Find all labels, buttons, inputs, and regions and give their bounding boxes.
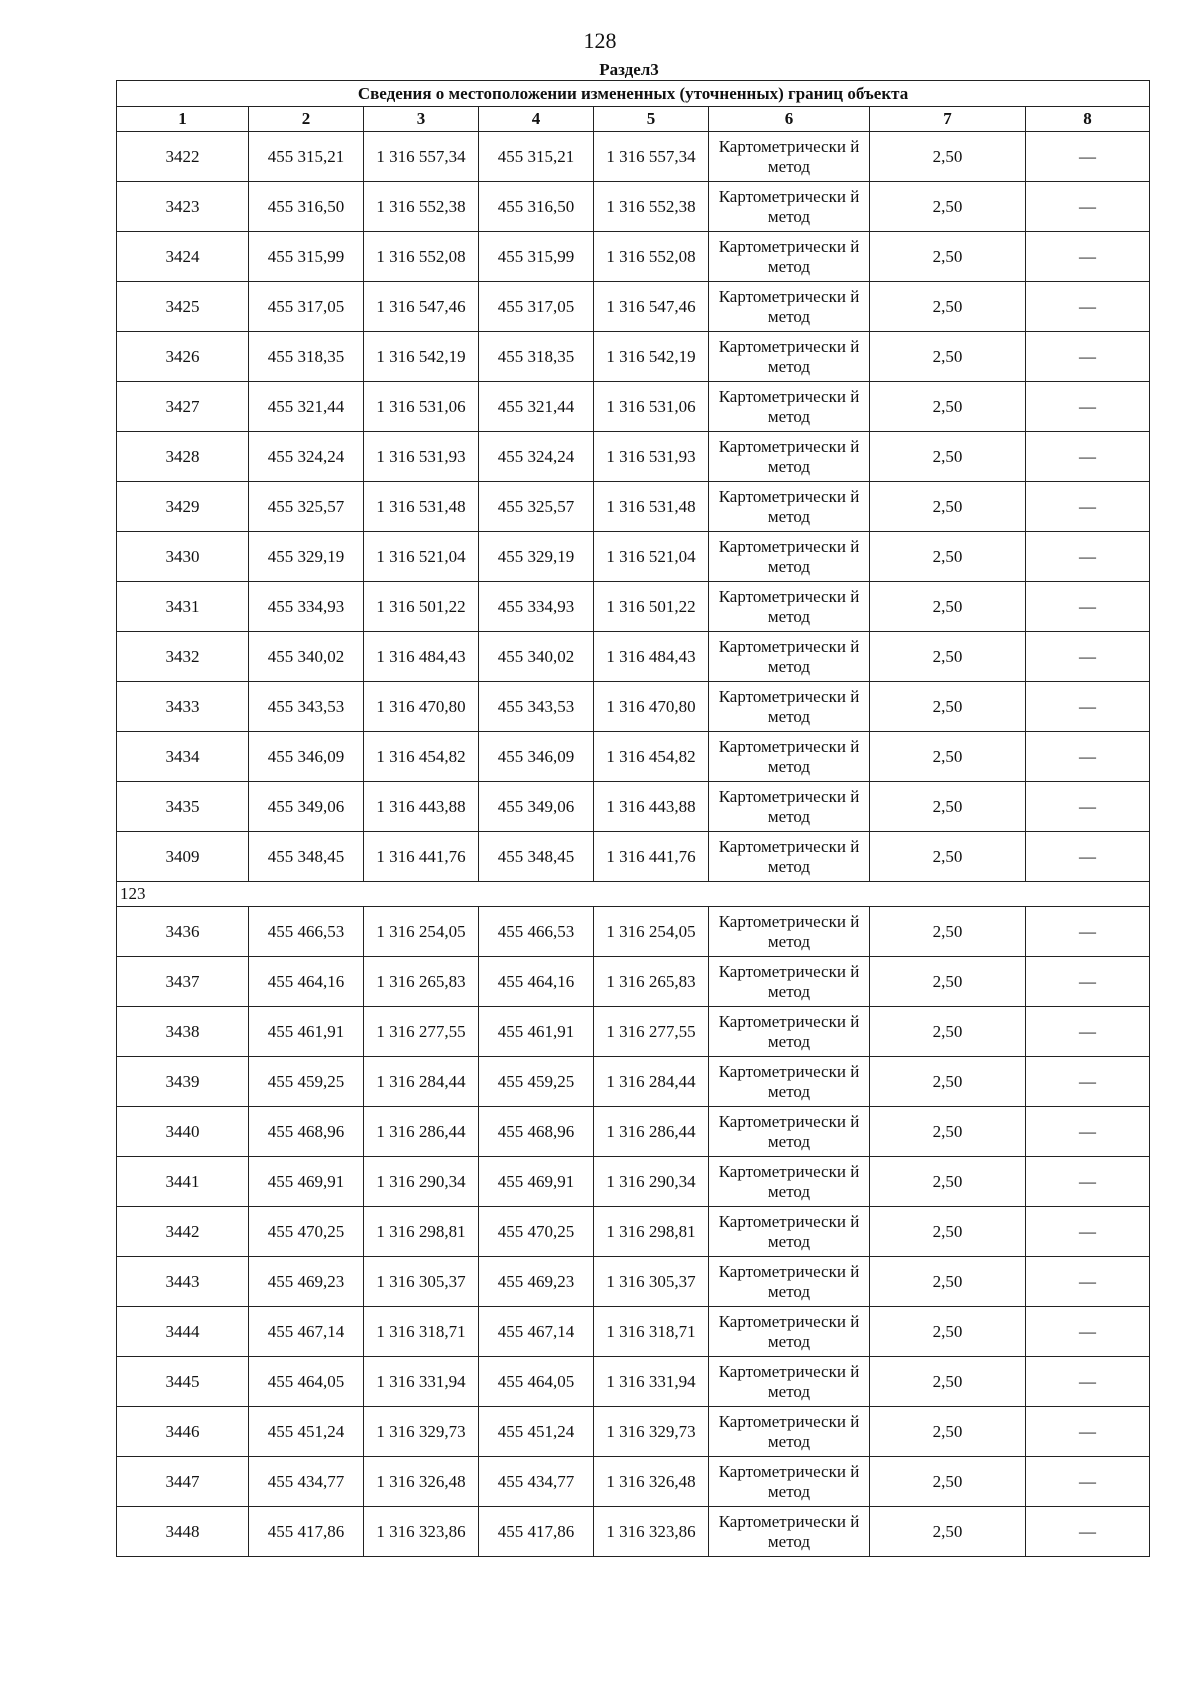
y-refined-cell: 1 316 531,48 xyxy=(594,482,709,532)
accuracy-cell: 2,50 xyxy=(870,432,1026,482)
note-cell: — xyxy=(1026,782,1150,832)
note-cell: — xyxy=(1026,132,1150,182)
y-refined-cell: 1 316 484,43 xyxy=(594,632,709,682)
x-refined-cell: 455 334,93 xyxy=(479,582,594,632)
y-coordinate-cell: 1 316 318,71 xyxy=(364,1307,479,1357)
method-cell: Картометрически й метод xyxy=(709,907,870,957)
point-number-cell: 3445 xyxy=(117,1357,249,1407)
table-row xyxy=(117,532,1150,582)
point-number-cell: 3424 xyxy=(117,232,249,282)
table-row xyxy=(117,1457,1150,1507)
table-row xyxy=(117,1107,1150,1157)
method-cell: Картометрически й метод xyxy=(709,1057,870,1107)
accuracy-cell: 2,50 xyxy=(870,782,1026,832)
accuracy-cell: 2,50 xyxy=(870,132,1026,182)
accuracy-cell: 2,50 xyxy=(870,682,1026,732)
table-row xyxy=(117,1157,1150,1207)
point-number-cell: 3433 xyxy=(117,682,249,732)
point-number-cell: 3431 xyxy=(117,582,249,632)
table-row xyxy=(117,382,1150,432)
y-coordinate-cell: 1 316 443,88 xyxy=(364,782,479,832)
point-number-cell: 3434 xyxy=(117,732,249,782)
point-number-cell: 3446 xyxy=(117,1407,249,1457)
table-row xyxy=(117,182,1150,232)
accuracy-cell: 2,50 xyxy=(870,832,1026,882)
x-refined-cell: 455 466,53 xyxy=(479,907,594,957)
method-cell: Картометрически й метод xyxy=(709,632,870,682)
y-refined-cell: 1 316 470,80 xyxy=(594,682,709,732)
table-row xyxy=(117,482,1150,532)
point-number-cell: 3428 xyxy=(117,432,249,482)
method-cell: Картометрически й метод xyxy=(709,382,870,432)
y-refined-cell: 1 316 552,38 xyxy=(594,182,709,232)
method-cell: Картометрически й метод xyxy=(709,132,870,182)
table-row xyxy=(117,282,1150,332)
accuracy-cell: 2,50 xyxy=(870,1257,1026,1307)
accuracy-cell: 2,50 xyxy=(870,1457,1026,1507)
x-refined-cell: 455 329,19 xyxy=(479,532,594,582)
note-cell: — xyxy=(1026,832,1150,882)
x-refined-cell: 455 348,45 xyxy=(479,832,594,882)
point-number-cell: 3444 xyxy=(117,1307,249,1357)
point-number-cell: 3437 xyxy=(117,957,249,1007)
method-cell: Картометрически й метод xyxy=(709,732,870,782)
x-coordinate-cell: 455 348,45 xyxy=(249,832,364,882)
point-number-cell: 3438 xyxy=(117,1007,249,1057)
table-header-row xyxy=(117,107,1150,132)
x-refined-cell: 455 470,25 xyxy=(479,1207,594,1257)
accuracy-cell: 2,50 xyxy=(870,632,1026,682)
column-header: 6 xyxy=(709,107,870,132)
y-coordinate-cell: 1 316 547,46 xyxy=(364,282,479,332)
accuracy-cell: 2,50 xyxy=(870,1007,1026,1057)
accuracy-cell: 2,50 xyxy=(870,1407,1026,1457)
note-cell: — xyxy=(1026,1007,1150,1057)
y-refined-cell: 1 316 326,48 xyxy=(594,1457,709,1507)
table-row xyxy=(117,732,1150,782)
x-refined-cell: 455 417,86 xyxy=(479,1507,594,1557)
y-coordinate-cell: 1 316 531,93 xyxy=(364,432,479,482)
x-coordinate-cell: 455 468,96 xyxy=(249,1107,364,1157)
column-header: 3 xyxy=(364,107,479,132)
accuracy-cell: 2,50 xyxy=(870,182,1026,232)
point-number-cell: 3441 xyxy=(117,1157,249,1207)
accuracy-cell: 2,50 xyxy=(870,332,1026,382)
accuracy-cell: 2,50 xyxy=(870,1107,1026,1157)
note-cell: — xyxy=(1026,232,1150,282)
method-cell: Картометрически й метод xyxy=(709,1257,870,1307)
table-row xyxy=(117,432,1150,482)
x-coordinate-cell: 455 346,09 xyxy=(249,732,364,782)
x-coordinate-cell: 455 467,14 xyxy=(249,1307,364,1357)
x-coordinate-cell: 455 329,19 xyxy=(249,532,364,582)
accuracy-cell: 2,50 xyxy=(870,957,1026,1007)
x-coordinate-cell: 455 325,57 xyxy=(249,482,364,532)
y-refined-cell: 1 316 521,04 xyxy=(594,532,709,582)
note-cell: — xyxy=(1026,282,1150,332)
point-number-cell: 3447 xyxy=(117,1457,249,1507)
x-coordinate-cell: 455 343,53 xyxy=(249,682,364,732)
x-coordinate-cell: 455 470,25 xyxy=(249,1207,364,1257)
point-number-cell: 3439 xyxy=(117,1057,249,1107)
x-refined-cell: 455 464,05 xyxy=(479,1357,594,1407)
x-coordinate-cell: 455 349,06 xyxy=(249,782,364,832)
y-refined-cell: 1 316 329,73 xyxy=(594,1407,709,1457)
point-number-cell: 3442 xyxy=(117,1207,249,1257)
y-refined-cell: 1 316 441,76 xyxy=(594,832,709,882)
accuracy-cell: 2,50 xyxy=(870,582,1026,632)
page-number: 128 xyxy=(583,28,617,53)
note-cell: — xyxy=(1026,1257,1150,1307)
y-coordinate-cell: 1 316 484,43 xyxy=(364,632,479,682)
column-header: 4 xyxy=(479,107,594,132)
accuracy-cell: 2,50 xyxy=(870,482,1026,532)
point-number-cell: 3443 xyxy=(117,1257,249,1307)
x-refined-cell: 455 340,02 xyxy=(479,632,594,682)
section-title: Раздел3 xyxy=(599,60,659,79)
column-header: 8 xyxy=(1026,107,1150,132)
method-cell: Картометрически й метод xyxy=(709,282,870,332)
y-coordinate-cell: 1 316 284,44 xyxy=(364,1057,479,1107)
y-coordinate-cell: 1 316 552,38 xyxy=(364,182,479,232)
note-cell: — xyxy=(1026,1407,1150,1457)
point-number-cell: 3426 xyxy=(117,332,249,382)
note-cell: — xyxy=(1026,582,1150,632)
note-cell: — xyxy=(1026,1057,1150,1107)
point-number-cell: 3448 xyxy=(117,1507,249,1557)
y-coordinate-cell: 1 316 542,19 xyxy=(364,332,479,382)
y-coordinate-cell: 1 316 323,86 xyxy=(364,1507,479,1557)
y-coordinate-cell: 1 316 552,08 xyxy=(364,232,479,282)
y-refined-cell: 1 316 547,46 xyxy=(594,282,709,332)
y-refined-cell: 1 316 542,19 xyxy=(594,332,709,382)
x-coordinate-cell: 455 315,99 xyxy=(249,232,364,282)
method-cell: Картометрически й метод xyxy=(709,957,870,1007)
contour-label: 123 xyxy=(117,882,1150,907)
y-refined-cell: 1 316 557,34 xyxy=(594,132,709,182)
x-refined-cell: 455 321,44 xyxy=(479,382,594,432)
coordinates-table xyxy=(116,80,1150,1557)
y-coordinate-cell: 1 316 521,04 xyxy=(364,532,479,582)
point-number-cell: 3409 xyxy=(117,832,249,882)
contour-group-row xyxy=(117,882,1150,907)
y-coordinate-cell: 1 316 531,48 xyxy=(364,482,479,532)
x-refined-cell: 455 317,05 xyxy=(479,282,594,332)
method-cell: Картометрически й метод xyxy=(709,582,870,632)
method-cell: Картометрически й метод xyxy=(709,1207,870,1257)
note-cell: — xyxy=(1026,1507,1150,1557)
table-row xyxy=(117,1207,1150,1257)
column-header: 7 xyxy=(870,107,1026,132)
y-coordinate-cell: 1 316 277,55 xyxy=(364,1007,479,1057)
table-row xyxy=(117,332,1150,382)
method-cell: Картометрически й метод xyxy=(709,782,870,832)
y-coordinate-cell: 1 316 265,83 xyxy=(364,957,479,1007)
note-cell: — xyxy=(1026,1157,1150,1207)
y-coordinate-cell: 1 316 531,06 xyxy=(364,382,479,432)
y-coordinate-cell: 1 316 329,73 xyxy=(364,1407,479,1457)
x-coordinate-cell: 455 459,25 xyxy=(249,1057,364,1107)
method-cell: Картометрически й метод xyxy=(709,1457,870,1507)
x-refined-cell: 455 468,96 xyxy=(479,1107,594,1157)
x-refined-cell: 455 316,50 xyxy=(479,182,594,232)
accuracy-cell: 2,50 xyxy=(870,532,1026,582)
x-refined-cell: 455 461,91 xyxy=(479,1007,594,1057)
y-coordinate-cell: 1 316 557,34 xyxy=(364,132,479,182)
x-coordinate-cell: 455 466,53 xyxy=(249,907,364,957)
y-refined-cell: 1 316 501,22 xyxy=(594,582,709,632)
y-refined-cell: 1 316 265,83 xyxy=(594,957,709,1007)
y-coordinate-cell: 1 316 470,80 xyxy=(364,682,479,732)
column-header: 1 xyxy=(117,107,249,132)
method-cell: Картометрически й метод xyxy=(709,1407,870,1457)
point-number-cell: 3423 xyxy=(117,182,249,232)
method-cell: Картометрически й метод xyxy=(709,232,870,282)
x-refined-cell: 455 467,14 xyxy=(479,1307,594,1357)
x-refined-cell: 455 434,77 xyxy=(479,1457,594,1507)
x-refined-cell: 455 315,99 xyxy=(479,232,594,282)
note-cell: — xyxy=(1026,957,1150,1007)
x-coordinate-cell: 455 340,02 xyxy=(249,632,364,682)
method-cell: Картометрически й метод xyxy=(709,832,870,882)
x-refined-cell: 455 318,35 xyxy=(479,332,594,382)
y-coordinate-cell: 1 316 331,94 xyxy=(364,1357,479,1407)
table-row xyxy=(117,1307,1150,1357)
x-coordinate-cell: 455 324,24 xyxy=(249,432,364,482)
note-cell: — xyxy=(1026,632,1150,682)
x-refined-cell: 455 324,24 xyxy=(479,432,594,482)
table-row xyxy=(117,832,1150,882)
method-cell: Картометрически й метод xyxy=(709,432,870,482)
accuracy-cell: 2,50 xyxy=(870,1207,1026,1257)
table-row xyxy=(117,782,1150,832)
table-row xyxy=(117,1057,1150,1107)
table-caption: Сведения о местоположении измененных (уточненных) границ объекта xyxy=(117,81,1150,107)
accuracy-cell: 2,50 xyxy=(870,382,1026,432)
accuracy-cell: 2,50 xyxy=(870,1157,1026,1207)
note-cell: — xyxy=(1026,1357,1150,1407)
y-refined-cell: 1 316 286,44 xyxy=(594,1107,709,1157)
method-cell: Картометрически й метод xyxy=(709,1107,870,1157)
x-refined-cell: 455 464,16 xyxy=(479,957,594,1007)
point-number-cell: 3425 xyxy=(117,282,249,332)
point-number-cell: 3440 xyxy=(117,1107,249,1157)
x-refined-cell: 455 343,53 xyxy=(479,682,594,732)
point-number-cell: 3432 xyxy=(117,632,249,682)
table-row xyxy=(117,132,1150,182)
table-row xyxy=(117,1507,1150,1557)
column-header: 5 xyxy=(594,107,709,132)
y-refined-cell: 1 316 323,86 xyxy=(594,1507,709,1557)
accuracy-cell: 2,50 xyxy=(870,1307,1026,1357)
x-coordinate-cell: 455 451,24 xyxy=(249,1407,364,1457)
note-cell: — xyxy=(1026,382,1150,432)
note-cell: — xyxy=(1026,1307,1150,1357)
table-row xyxy=(117,1407,1150,1457)
y-refined-cell: 1 316 331,94 xyxy=(594,1357,709,1407)
y-refined-cell: 1 316 290,34 xyxy=(594,1157,709,1207)
x-refined-cell: 455 459,25 xyxy=(479,1057,594,1107)
note-cell: — xyxy=(1026,1207,1150,1257)
accuracy-cell: 2,50 xyxy=(870,1057,1026,1107)
method-cell: Картометрически й метод xyxy=(709,1007,870,1057)
table-row xyxy=(117,957,1150,1007)
x-refined-cell: 455 469,23 xyxy=(479,1257,594,1307)
note-cell: — xyxy=(1026,532,1150,582)
x-coordinate-cell: 455 469,91 xyxy=(249,1157,364,1207)
y-coordinate-cell: 1 316 441,76 xyxy=(364,832,479,882)
y-refined-cell: 1 316 305,37 xyxy=(594,1257,709,1307)
x-coordinate-cell: 455 321,44 xyxy=(249,382,364,432)
x-refined-cell: 455 469,91 xyxy=(479,1157,594,1207)
method-cell: Картометрически й метод xyxy=(709,1307,870,1357)
x-coordinate-cell: 455 316,50 xyxy=(249,182,364,232)
note-cell: — xyxy=(1026,907,1150,957)
point-number-cell: 3422 xyxy=(117,132,249,182)
method-cell: Картометрически й метод xyxy=(709,182,870,232)
note-cell: — xyxy=(1026,682,1150,732)
x-refined-cell: 455 346,09 xyxy=(479,732,594,782)
y-coordinate-cell: 1 316 326,48 xyxy=(364,1457,479,1507)
column-header: 2 xyxy=(249,107,364,132)
y-refined-cell: 1 316 318,71 xyxy=(594,1307,709,1357)
method-cell: Картометрически й метод xyxy=(709,1157,870,1207)
y-refined-cell: 1 316 254,05 xyxy=(594,907,709,957)
note-cell: — xyxy=(1026,432,1150,482)
table-row xyxy=(117,1257,1150,1307)
x-coordinate-cell: 455 318,35 xyxy=(249,332,364,382)
x-coordinate-cell: 455 315,21 xyxy=(249,132,364,182)
table-row xyxy=(117,582,1150,632)
accuracy-cell: 2,50 xyxy=(870,1507,1026,1557)
method-cell: Картометрически й метод xyxy=(709,532,870,582)
point-number-cell: 3429 xyxy=(117,482,249,532)
y-refined-cell: 1 316 443,88 xyxy=(594,782,709,832)
accuracy-cell: 2,50 xyxy=(870,907,1026,957)
y-coordinate-cell: 1 316 254,05 xyxy=(364,907,479,957)
x-coordinate-cell: 455 469,23 xyxy=(249,1257,364,1307)
y-coordinate-cell: 1 316 298,81 xyxy=(364,1207,479,1257)
table-row xyxy=(117,907,1150,957)
note-cell: — xyxy=(1026,1457,1150,1507)
point-number-cell: 3436 xyxy=(117,907,249,957)
note-cell: — xyxy=(1026,1107,1150,1157)
y-refined-cell: 1 316 284,44 xyxy=(594,1057,709,1107)
x-refined-cell: 455 325,57 xyxy=(479,482,594,532)
y-coordinate-cell: 1 316 454,82 xyxy=(364,732,479,782)
method-cell: Картометрически й метод xyxy=(709,1357,870,1407)
table-row xyxy=(117,1007,1150,1057)
accuracy-cell: 2,50 xyxy=(870,282,1026,332)
table-caption-row xyxy=(117,81,1150,107)
x-coordinate-cell: 455 317,05 xyxy=(249,282,364,332)
y-coordinate-cell: 1 316 501,22 xyxy=(364,582,479,632)
x-coordinate-cell: 455 461,91 xyxy=(249,1007,364,1057)
y-coordinate-cell: 1 316 286,44 xyxy=(364,1107,479,1157)
point-number-cell: 3430 xyxy=(117,532,249,582)
accuracy-cell: 2,50 xyxy=(870,732,1026,782)
y-refined-cell: 1 316 531,93 xyxy=(594,432,709,482)
point-number-cell: 3427 xyxy=(117,382,249,432)
x-coordinate-cell: 455 464,05 xyxy=(249,1357,364,1407)
y-refined-cell: 1 316 277,55 xyxy=(594,1007,709,1057)
y-refined-cell: 1 316 298,81 xyxy=(594,1207,709,1257)
table-row xyxy=(117,632,1150,682)
y-refined-cell: 1 316 454,82 xyxy=(594,732,709,782)
x-refined-cell: 455 451,24 xyxy=(479,1407,594,1457)
note-cell: — xyxy=(1026,482,1150,532)
y-coordinate-cell: 1 316 305,37 xyxy=(364,1257,479,1307)
note-cell: — xyxy=(1026,732,1150,782)
method-cell: Картометрически й метод xyxy=(709,682,870,732)
x-refined-cell: 455 315,21 xyxy=(479,132,594,182)
x-coordinate-cell: 455 417,86 xyxy=(249,1507,364,1557)
x-refined-cell: 455 349,06 xyxy=(479,782,594,832)
accuracy-cell: 2,50 xyxy=(870,1357,1026,1407)
table-row xyxy=(117,682,1150,732)
accuracy-cell: 2,50 xyxy=(870,232,1026,282)
method-cell: Картометрически й метод xyxy=(709,482,870,532)
method-cell: Картометрически й метод xyxy=(709,332,870,382)
y-refined-cell: 1 316 552,08 xyxy=(594,232,709,282)
y-coordinate-cell: 1 316 290,34 xyxy=(364,1157,479,1207)
x-coordinate-cell: 455 334,93 xyxy=(249,582,364,632)
x-coordinate-cell: 455 434,77 xyxy=(249,1457,364,1507)
x-coordinate-cell: 455 464,16 xyxy=(249,957,364,1007)
note-cell: — xyxy=(1026,182,1150,232)
y-refined-cell: 1 316 531,06 xyxy=(594,382,709,432)
table-row xyxy=(117,232,1150,282)
method-cell: Картометрически й метод xyxy=(709,1507,870,1557)
point-number-cell: 3435 xyxy=(117,782,249,832)
table-row xyxy=(117,1357,1150,1407)
note-cell: — xyxy=(1026,332,1150,382)
